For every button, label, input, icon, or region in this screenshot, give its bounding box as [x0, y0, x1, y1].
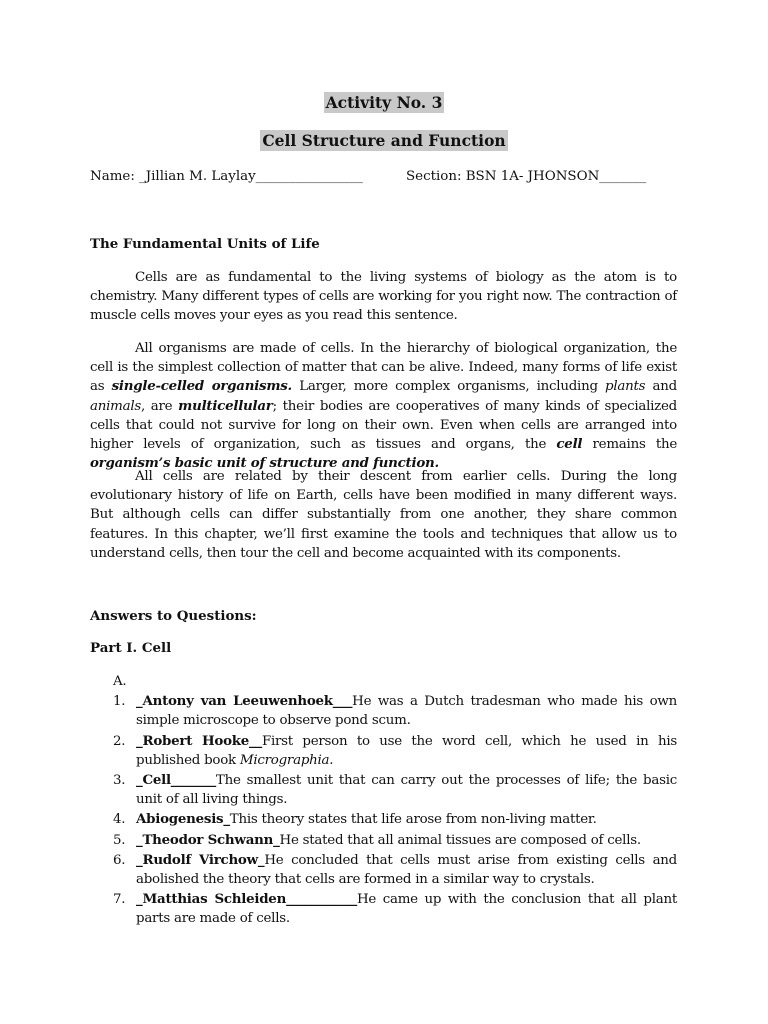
list-item: 2. _Robert Hooke__First person to use the word cell, which he used in his published book Micrographia. [113, 732, 677, 768]
name-line: Name: _Jillian M. Laylay________________ [90, 169, 363, 184]
list-item: 5. _Theodor Schwann_He stated that all animal tissues are composed of cells. [113, 831, 641, 848]
list-item: 4. Abiogenesis_This theory states that life arose from non-living matter. [113, 811, 597, 828]
heading-answers: Answers to Questions: [90, 608, 257, 624]
paragraph-1: Cells are as fundamental to the living systems of biology as the atom is to chemistry. Many different types of cells are working for you right now. The contraction of muscle cells moves your eyes as you read this sentence. [90, 270, 677, 324]
heading-fundamental-units: The Fundamental Units of Life [90, 236, 320, 252]
activity-subtitle: Cell Structure and Function [262, 131, 506, 150]
list-item: 7. _Matthias Schleiden___________He came up with the conclusion that all plant parts are made of cells. [113, 891, 677, 927]
paragraph-3: All cells are related by their descent from earlier cells. During the long evolutionary history of life on Earth, cells have been modified in many different ways. But although cells can differ substantially from one another, they share common features. In this chapter, we’ll first examine the tools and techniques that allow us to understand cells, then tour the cell and become acquainted with its components. [90, 469, 677, 561]
answers-list [90, 672, 677, 929]
list-item: 1. _Antony van Leeuwenhoek___He was a Dutch tradesman who made his own simple microscope to observe pond scum. [113, 693, 677, 729]
list-letter: A. [113, 674, 127, 689]
activity-title: Activity No. 3 [325, 93, 443, 112]
list-item: 6. _Rudolf Virchow_He concluded that cells must arise from existing cells and abolished the theory that cells are formed in a similar way to crystals. [113, 851, 677, 888]
heading-part-1: Part I. Cell [90, 640, 172, 656]
paragraph-2: All organisms are made of cells. In the hierarchy of biological organization, the cell is the simplest collection of matter that can be alive. Indeed, many forms of life exist as single-celled organisms. Larger, more complex organisms, including plants and animals, are multicellular; their bodies are cooperatives of many kinds of specialized cells that could not survive for long on their own. Even when cells are arranged into higher levels of organization, such as tissues and organs, the cell remains the organism’s basic unit of structure and function. [90, 341, 677, 472]
list-item: 3. _Cell_______The smallest unit that can carry out the processes of life; the basic unit of all living things. [113, 772, 677, 808]
section-line: Section: BSN 1A- JHONSON_______ [406, 169, 647, 184]
